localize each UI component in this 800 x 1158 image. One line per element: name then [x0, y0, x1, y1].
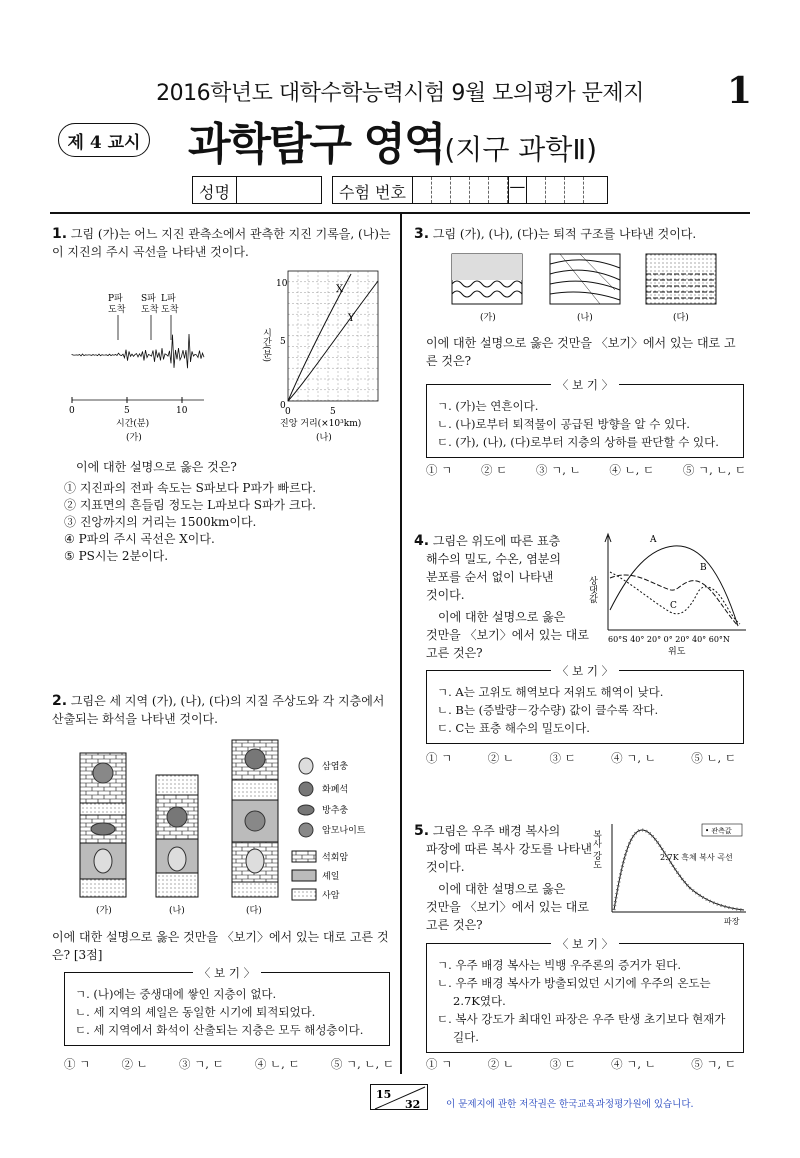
legend-shale: 셰일 [322, 872, 340, 882]
seis-tick-5: 5 [124, 406, 130, 416]
q3-item-a: ㄱ. (가)는 연흔이다. [437, 399, 539, 413]
q4-prompt-1: 이에 대한 설명으로 옳은 [438, 610, 566, 624]
q4-prompt-3: 고른 것은? [426, 646, 483, 660]
q4-xticks: 60°S 40° 20° 0° 20° 40° 60°N [608, 635, 730, 644]
tt-caption: (나) [316, 433, 332, 443]
q5-item-c: ㄷ. 복사 강도가 최대인 파장은 우주 탄생 초기보다 현재가 [437, 1012, 726, 1026]
q1-prompt: 이에 대한 설명으로 옳은 것은? [76, 460, 237, 474]
ammonite-icon [245, 811, 265, 831]
q4-option-3[interactable]: ③ ㄷ [549, 751, 576, 765]
q4-option-2[interactable]: ② ㄴ [487, 751, 514, 765]
curve-y [288, 281, 378, 401]
q5-line-1: 그림은 우주 배경 복사의 [432, 824, 561, 838]
q4-item-c: ㄷ. C는 표층 해수의 밀도이다. [437, 721, 590, 735]
q3-option-1[interactable]: ① ㄱ [426, 463, 453, 477]
q5-item-a: ㄱ. 우주 배경 복사는 빅뱅 우주론의 증거가 된다. [437, 958, 681, 972]
q5-legend: • 관측값 [705, 827, 732, 835]
q4-ylabel: 상댓값 [587, 576, 597, 603]
l-wave-arrival: 도착 [161, 305, 179, 315]
legend-trilobite: 삼엽충 [322, 762, 349, 772]
exam-number-digit[interactable] [565, 177, 584, 203]
seismogram-trace [72, 334, 204, 368]
q2-item-c: ㄷ. 세 지역에서 화석이 산출되는 지층은 모두 해성층이다. [75, 1023, 364, 1037]
exam-number-digit[interactable] [413, 177, 432, 203]
column-caption-ga: (가) [96, 906, 112, 916]
seis-tick-10: 10 [176, 406, 188, 416]
q2-text: 그림은 세 지역 (가), (나), (다)의 지질 주상도와 각 지층에서 산출되는 화석을 나타낸 것이다. [52, 694, 385, 726]
nummulite-icon [299, 782, 313, 796]
q5-option-5[interactable]: ⑤ ㄱ, ㄷ [691, 1057, 736, 1071]
q5-item-c-cont: 길다. [453, 1030, 479, 1044]
tt-ytick-5: 5 [280, 337, 286, 347]
subject-subtitle: (지구 과학Ⅱ) [444, 133, 598, 166]
q3-option-5[interactable]: ⑤ ㄱ, ㄴ, ㄷ [682, 463, 746, 477]
q3-option-4[interactable]: ④ ㄴ, ㄷ [609, 463, 655, 477]
legend-ammonite: 암모나이트 [322, 826, 366, 836]
q3-prompt: 이에 대한 설명으로 옳은 것만을 〈보기〉에서 있는 대로 고른 것은? [426, 336, 736, 368]
s-wave-arrival: 도착 [141, 305, 159, 315]
q2-number: 2. [52, 693, 68, 709]
q1-choice-5[interactable]: ⑤ PS시는 2분이다. [64, 549, 169, 563]
curve-x-label: X [336, 284, 344, 295]
page-number: 1 [726, 70, 752, 112]
q4-line-3: 분포를 순서 없이 나타낸 [426, 570, 554, 584]
curve-a [610, 546, 738, 626]
exam-number-digit[interactable] [451, 177, 470, 203]
q2-options [64, 1056, 394, 1072]
q2-item-b: ㄴ. 세 지역의 셰일은 동일한 시기에 퇴적되었다. [75, 1005, 316, 1019]
q2-option-3[interactable]: ③ ㄱ, ㄷ [179, 1057, 224, 1071]
travel-time-figure [258, 266, 388, 446]
q4-xlabel: 위도 [668, 647, 686, 657]
tt-xtick-0: 0 [285, 407, 291, 417]
trilobite-icon [168, 847, 186, 871]
q3-option-2[interactable]: ② ㄷ [481, 463, 508, 477]
q4-option-1[interactable]: ① ㄱ [426, 751, 453, 765]
tt-ytick-0: 0 [280, 401, 286, 411]
nummulite-icon [245, 749, 265, 769]
q4-stem [414, 532, 594, 662]
column-caption-na: (나) [169, 906, 185, 916]
trilobite-icon [299, 758, 313, 774]
q5-prompt-3: 고른 것은? [426, 918, 483, 932]
subject-title [188, 108, 597, 172]
p-wave-label: P파 [108, 294, 123, 304]
blackbody-curve [614, 830, 744, 910]
q3-item-c: ㄷ. (가), (나), (다)로부터 지층의 상하를 판단할 수 있다. [437, 435, 719, 449]
tt-xtick-5: 5 [330, 407, 336, 417]
exam-number-dash: — [508, 177, 527, 203]
exam-number-digit[interactable] [470, 177, 489, 203]
q1-choice-4[interactable]: ④ P파의 주시 곡선은 X이다. [64, 532, 215, 546]
q3-caption-na: (나) [577, 313, 593, 323]
q1-text: 그림 (가)는 어느 지진 관측소에서 관측한 지진 기록을, (나)는 이 지진의 주시 곡선을 나타낸 것이다. [52, 227, 391, 259]
exam-number-box[interactable] [332, 176, 608, 204]
p-wave-arrival: 도착 [108, 305, 126, 315]
observed-points [614, 830, 744, 910]
cmb-spectrum-figure [591, 820, 754, 926]
q3-bogi-box [426, 378, 744, 458]
exam-number-digit[interactable] [584, 177, 603, 203]
q2-item-a: ㄱ. (나)에는 중생대에 쌓인 지층이 없다. [75, 987, 277, 1001]
current-page: 15 [376, 1088, 392, 1101]
q5-line-3: 것이다. [426, 860, 465, 874]
q5-option-4[interactable]: ④ ㄱ, ㄴ [611, 1057, 656, 1071]
q4-line-1: 그림은 위도에 따른 표층 [432, 534, 561, 548]
period-badge: 제 4 교시 [58, 123, 150, 157]
exam-number-digit[interactable] [546, 177, 565, 203]
curve-c-label: C [670, 601, 677, 611]
q5-number: 5. [414, 823, 430, 839]
q2-bogi-title: 〈 보 기 〉 [193, 966, 261, 980]
q5-option-1[interactable]: ① ㄱ [426, 1057, 453, 1071]
name-field[interactable] [237, 177, 321, 203]
q2-bogi-box [64, 966, 390, 1046]
column-divider [400, 214, 402, 1074]
q4-prompt-2: 것만을 〈보기〉에서 있는 대로 [426, 628, 589, 642]
tt-xlabel: 진앙 거리(×10³km) [280, 419, 362, 429]
tt-ylabel: 시간(분) [261, 328, 271, 363]
q2-option-2[interactable]: ② ㄴ [121, 1057, 148, 1071]
q1-choice-2[interactable]: ② 지표면의 흔들림 정도는 L파보다 S파가 크다. [64, 498, 316, 512]
q1-stem [52, 225, 392, 261]
q3-number: 3. [414, 226, 430, 242]
q5-option-3[interactable]: ③ ㄷ [549, 1057, 576, 1071]
legend-nummulite: 화폐석 [322, 785, 349, 795]
q5-curve-label: 2.7K 흑체 복사 곡선 [660, 853, 733, 862]
fusulina-icon [91, 823, 115, 835]
q2-option-5[interactable]: ⑤ ㄱ, ㄴ, ㄷ [330, 1057, 394, 1071]
exam-number-digit[interactable] [432, 177, 451, 203]
seis-tick-0: 0 [69, 406, 75, 416]
nummulite-icon [167, 807, 187, 827]
ammonite-icon [93, 763, 113, 783]
q5-prompt-1: 이에 대한 설명으로 옳은 [438, 882, 566, 896]
q4-number: 4. [414, 533, 430, 549]
column-caption-da: (다) [246, 906, 262, 916]
exam-number-digit[interactable] [527, 177, 546, 203]
q3-caption-ga: (가) [480, 313, 496, 323]
q5-item-b-cont: 2.7K였다. [453, 994, 506, 1008]
l-wave-label: L파 [161, 294, 176, 304]
seis-caption: (가) [126, 433, 142, 443]
q5-item-b: ㄴ. 우주 배경 복사가 방출되었던 시기에 우주의 온도는 [437, 976, 711, 990]
q3-option-3[interactable]: ③ ㄱ, ㄴ [536, 463, 581, 477]
seismogram-figure [64, 285, 214, 445]
q2-stem [52, 692, 392, 728]
name-box[interactable] [192, 176, 322, 204]
q3-text: 그림 (가), (나), (다)는 퇴적 구조를 나타낸 것이다. [432, 227, 697, 241]
q5-prompt-2: 것만을 〈보기〉에서 있는 대로 [426, 900, 589, 914]
q4-item-a: ㄱ. A는 고위도 해역보다 저위도 해역이 낮다. [437, 685, 664, 699]
q2-prompt: 이에 대한 설명으로 옳은 것만을 〈보기〉에서 있는 대로 고른 것은? [3점] [52, 930, 389, 962]
q4-line-2: 해수의 밀도, 수온, 염분의 [426, 552, 561, 566]
q5-option-2[interactable]: ② ㄴ [487, 1057, 514, 1071]
q1-number: 1. [52, 226, 68, 242]
sediment-structures-figure [450, 250, 730, 325]
q5-ylabel: 복사 강도 [591, 830, 601, 869]
seis-xlabel: 시간(분) [116, 419, 150, 429]
exam-title: 2016학년도 대학수학능력시험 9월 모의평가 문제지 [156, 81, 644, 106]
curve-y-label: Y [348, 313, 355, 324]
q4-option-5[interactable]: ⑤ ㄴ, ㄷ [691, 751, 736, 765]
q1-choices [64, 480, 394, 565]
exam-number-digit[interactable] [489, 177, 508, 203]
tt-ytick-10: 10 [276, 279, 288, 289]
q3-caption-da: (다) [673, 313, 689, 323]
q4-line-4: 것이다. [426, 588, 465, 602]
q2-option-4[interactable]: ④ ㄴ, ㄷ [254, 1057, 300, 1071]
trilobite-icon [94, 849, 112, 873]
q5-options [426, 1056, 736, 1072]
ammonite-icon [299, 823, 313, 837]
q5-stem [414, 822, 594, 934]
q4-option-4[interactable]: ④ ㄱ, ㄴ [611, 751, 656, 765]
q1-choice-3[interactable]: ③ 진앙까지의 거리는 1500km이다. [64, 515, 257, 529]
q3-item-b: ㄴ. (나)로부터 퇴적물이 공급된 방향을 알 수 있다. [437, 417, 690, 431]
q5-bogi-title: 〈 보 기 〉 [551, 937, 619, 951]
q3-options [426, 462, 746, 478]
legend-fusulina: 방추충 [322, 806, 349, 816]
q1-choice-1[interactable]: ① 지진파의 전파 속도는 S파보다 P파가 빠르다. [64, 481, 317, 495]
copyright-notice: 이 문제지에 관한 저작권은 한국교육과정평가원에 있습니다. [446, 1099, 694, 1110]
q4-item-b: ㄴ. B는 (증발량－강수량) 값이 클수록 작다. [437, 703, 659, 717]
curve-c [610, 572, 740, 624]
q5-bogi-box [426, 937, 744, 1053]
q4-bogi-box [426, 664, 744, 744]
total-pages: 32 [405, 1098, 421, 1111]
trilobite-icon [246, 849, 264, 873]
q3-stem [414, 225, 754, 243]
q2-option-1[interactable]: ① ㄱ [64, 1057, 91, 1071]
subject-name: 과학탐구 영역 [188, 119, 445, 170]
fusulina-icon [298, 805, 314, 815]
page-counter [370, 1084, 428, 1110]
curve-b-label: B [700, 563, 707, 573]
name-label: 성명 [193, 177, 237, 203]
legend-limestone: 석회암 [322, 853, 349, 863]
q4-options [426, 750, 736, 766]
q5-xlabel: 파장 [724, 917, 740, 926]
exam-number-label: 수험 번호 [333, 177, 413, 203]
q4-bogi-title: 〈 보 기 〉 [551, 664, 619, 678]
latitude-profile-figure [587, 530, 750, 658]
legend-sandstone: 사암 [322, 891, 340, 901]
q5-line-2: 파장에 따른 복사 강도를 나타낸 [426, 842, 592, 856]
column-sections-figure [70, 735, 390, 920]
q3-bogi-title: 〈 보 기 〉 [551, 378, 619, 392]
s-wave-label: S파 [141, 294, 156, 304]
curve-a-label: A [650, 535, 657, 545]
